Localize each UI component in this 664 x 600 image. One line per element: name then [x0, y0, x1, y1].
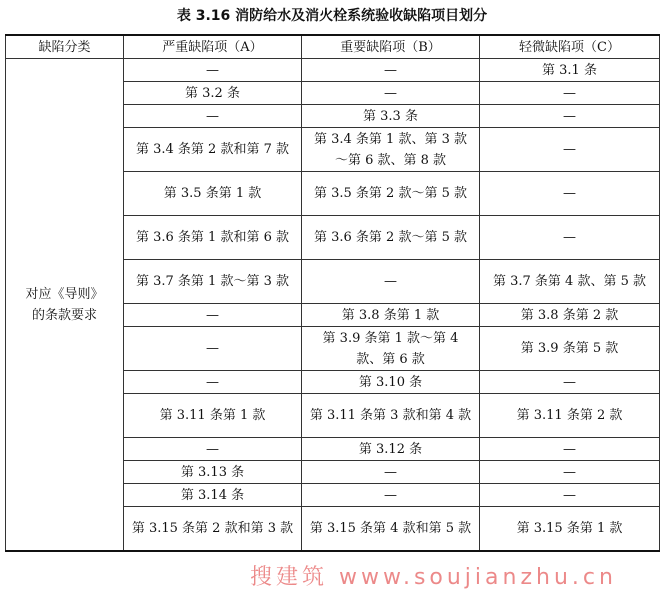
cell-important: 第 3.9 条第 1 款～第 4 款、第 6 款: [302, 327, 480, 371]
cell-important: 第 3.12 条: [302, 438, 480, 461]
cell-minor: 第 3.1 条: [480, 59, 660, 82]
cell-minor: 第 3.11 条第 2 款: [480, 394, 660, 438]
cell-important: 第 3.5 条第 2 款～第 5 款: [302, 172, 480, 216]
cell-severe: —: [124, 105, 302, 128]
cell-minor: —: [480, 105, 660, 128]
cell-important: —: [302, 484, 480, 507]
table-title: 表 3.16 消防给水及消火栓系统验收缺陷项目划分: [176, 8, 488, 24]
cell-severe: 第 3.11 条第 1 款: [124, 394, 302, 438]
cell-important: 第 3.3 条: [302, 105, 480, 128]
defect-classification-table: [5, 34, 660, 552]
cell-severe: —: [124, 304, 302, 327]
header-category: 缺陷分类: [6, 35, 124, 59]
header-minor: 轻微缺陷项（C）: [480, 35, 660, 59]
header-row: [6, 35, 660, 59]
cell-severe: 第 3.14 条: [124, 484, 302, 507]
cell-severe: —: [124, 371, 302, 394]
cell-severe: —: [124, 438, 302, 461]
watermark: 搜建筑 www.soujianzhu.cn: [250, 565, 617, 590]
header-severe: 严重缺陷项（A）: [124, 35, 302, 59]
cell-severe: 第 3.5 条第 1 款: [124, 172, 302, 216]
table-row: [6, 59, 660, 82]
cell-severe: —: [124, 59, 302, 82]
cell-minor: —: [480, 484, 660, 507]
cell-minor: 第 3.8 条第 2 款: [480, 304, 660, 327]
cell-minor: —: [480, 371, 660, 394]
cell-important: 第 3.8 条第 1 款: [302, 304, 480, 327]
cell-severe: 第 3.6 条第 1 款和第 6 款: [124, 216, 302, 260]
cell-important: —: [302, 461, 480, 484]
cell-severe: 第 3.4 条第 2 款和第 7 款: [124, 128, 302, 172]
cell-important: —: [302, 82, 480, 105]
cell-important: 第 3.4 条第 1 款、第 3 款～第 6 款、第 8 款: [302, 128, 480, 172]
cell-minor: 第 3.9 条第 5 款: [480, 327, 660, 371]
cell-minor: 第 3.7 条第 4 款、第 5 款: [480, 260, 660, 304]
cell-minor: —: [480, 461, 660, 484]
cell-important: 第 3.6 条第 2 款～第 5 款: [302, 216, 480, 260]
cell-minor: —: [480, 82, 660, 105]
cell-severe: 第 3.15 条第 2 款和第 3 款: [124, 507, 302, 552]
cell-minor: —: [480, 172, 660, 216]
cell-minor: 第 3.15 条第 1 款: [480, 507, 660, 552]
cell-important: 第 3.15 条第 4 款和第 5 款: [302, 507, 480, 552]
category-line-2: 的条款要求: [31, 307, 97, 323]
header-important: 重要缺陷项（B）: [302, 35, 480, 59]
cell-severe: 第 3.2 条: [124, 82, 302, 105]
cell-important: —: [302, 260, 480, 304]
category-cell: [6, 59, 124, 552]
cell-minor: —: [480, 216, 660, 260]
cell-severe: 第 3.13 条: [124, 461, 302, 484]
cell-important: 第 3.10 条: [302, 371, 480, 394]
category-line-1: 对应《导则》: [25, 286, 104, 302]
cell-important: —: [302, 59, 480, 82]
cell-minor: —: [480, 438, 660, 461]
cell-important: 第 3.11 条第 3 款和第 4 款: [302, 394, 480, 438]
cell-minor: —: [480, 128, 660, 172]
cell-severe: 第 3.7 条第 1 款～第 3 款: [124, 260, 302, 304]
cell-severe: —: [124, 327, 302, 371]
